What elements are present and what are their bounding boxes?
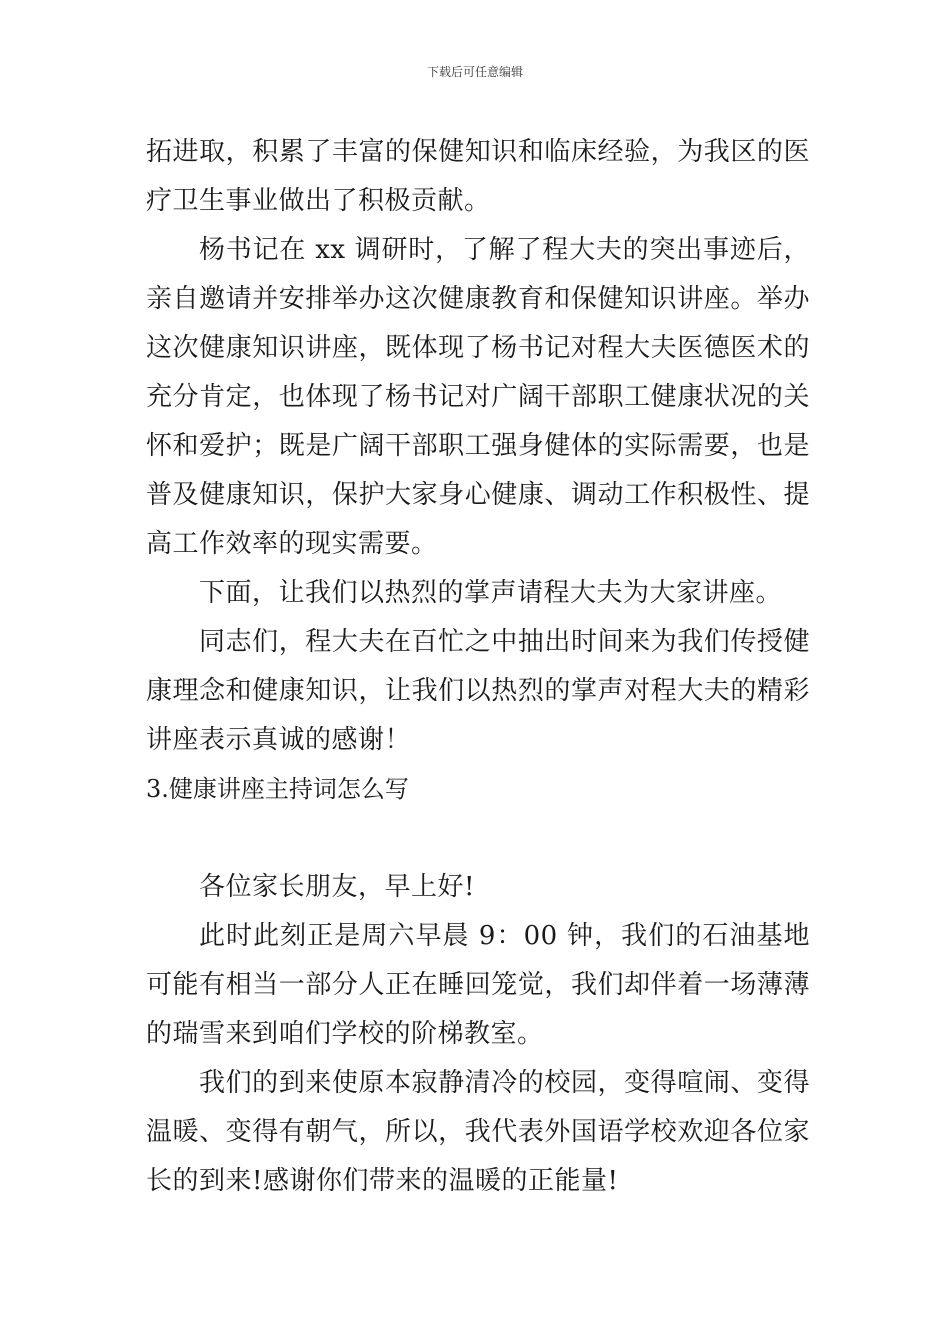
paragraph-greeting: 各位家长朋友，早上好!	[199, 872, 475, 902]
paragraph-saturday-morning: 此时此刻正是周六早晨 9：00 钟，我们的石油基地可能有相当一部分人正在睡回笼觉，我们却伴着一场薄薄的瑞雪来到咱们学校的阶梯教室。	[146, 921, 810, 1049]
blank-line	[146, 814, 810, 863]
paragraph-welcome: 我们的到来使原本寂静清冷的校园，变得喧闹、变得温暖、变得有朝气，所以，我代表外国语学校欢迎各位家长的到来!感谢你们带来的温暖的正能量!	[146, 1068, 810, 1196]
paragraph-thanks: 同志们，程大夫在百忙之中抽出时间来为我们传授健康理念和健康知识，让我们以热烈的掌声对程大夫的精彩讲座表示真诚的感谢！	[146, 627, 810, 755]
paragraph-secretary-visit: 杨书记在 xx 调研时，了解了程大夫的突出事迹后，亲自邀请并安排举办这次健康教育和保健知识讲座。举办这次健康知识讲座，既体现了杨书记对程大夫医德医术的充分肯定，也体现了杨书记对广阔干部职工健康状况的关怀和爱护；既是广阔干部职工强身健体的实际需要，也是普及健康知识，保护大家身心健康、调动工作积极性、提高工作效率的现实需要。	[146, 235, 810, 559]
paragraph-invite-lecture: 下面，让我们以热烈的掌声请程大夫为大家讲座。	[199, 578, 783, 608]
document-body	[146, 128, 810, 1206]
page-header: 下载后可任意编辑	[426, 65, 523, 79]
section-heading: 3.健康讲座主持词怎么写	[146, 775, 409, 803]
paragraph-continuation: 拓进取，积累了丰富的保健知识和临床经验，为我区的医疗卫生事业做出了积极贡献。	[146, 137, 810, 216]
